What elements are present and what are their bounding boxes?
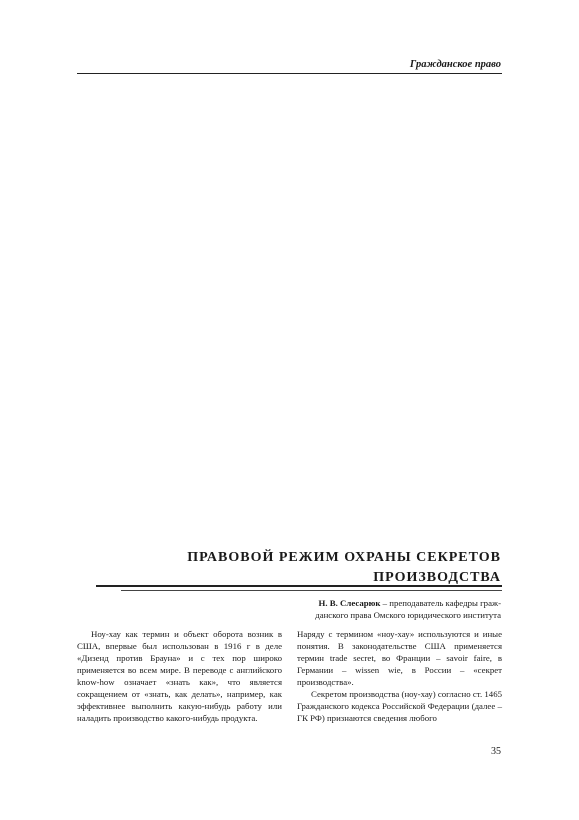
body-paragraph: Наряду с термином «ноу-хау» используются и иные понятия. В законодательстве США применяется термин trade secret, во Франции – savoir faire, в Германии – wissen wie, в России – «секрет производства». [297, 629, 502, 687]
body-column-right [297, 628, 502, 724]
author-block [201, 597, 501, 621]
page-number: 35 [491, 746, 501, 757]
header-rule [77, 73, 502, 74]
body-columns [77, 628, 502, 738]
running-header-section: Гражданское право [409, 59, 501, 70]
title-rule-thick [96, 585, 502, 587]
article-title-line-2: ПРОИЗВОДСТВА [373, 570, 501, 585]
author-affiliation-part-1: – преподаватель кафедры граж- [380, 598, 501, 608]
title-rule-thin [121, 590, 502, 591]
author-line-1 [201, 597, 501, 609]
body-paragraph: Ноу-хау как термин и объект оборота возник в США, впервые был использован в 1916 г в деле «Дизенд против Брауна» и с тех пор широко применяется во всем мире. В переводе с английского know-how означает «знать как», что является сокращением от «знать, как делать», например, как эффективнее выполнить какую-нибудь работу или наладить производство какого-нибудь продукта. [77, 629, 282, 723]
author-name: Н. В. Слесарюк [318, 598, 381, 608]
body-column-left [77, 628, 282, 724]
article-title [141, 548, 501, 588]
body-paragraph: Секретом производства (ноу-хау) согласно ст. 1465 Гражданского кодекса Российской Федерации (далее – ГК РФ) признаются сведения любого [297, 689, 502, 723]
author-affiliation-part-2: данского права Омского юридического института [315, 610, 501, 620]
article-title-line-1: ПРАВОВОЙ РЕЖИМ ОХРАНЫ СЕКРЕТОВ [187, 550, 501, 565]
